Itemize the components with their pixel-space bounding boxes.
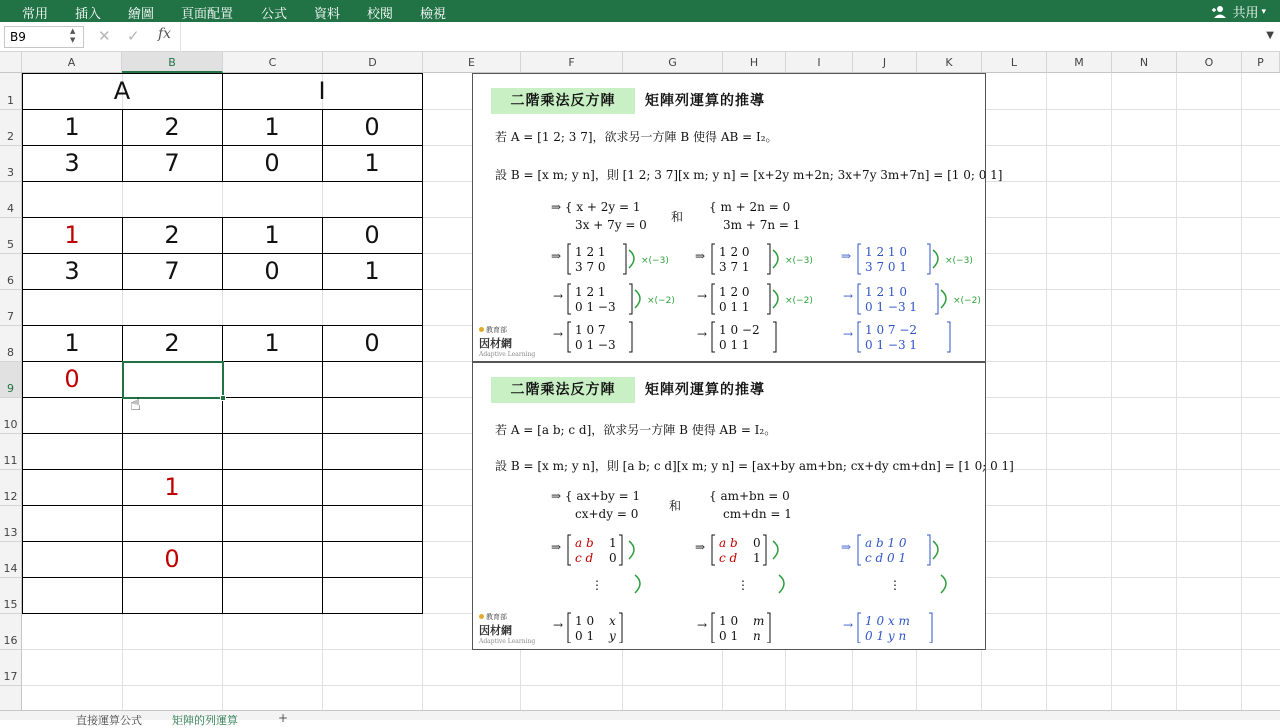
matrix-entries: 0 1 −3	[575, 338, 616, 352]
system-left: ⇒ { x + 2y = 1	[551, 200, 641, 214]
gridline	[1241, 73, 1242, 710]
sys-right-1: m + 2n = 0	[720, 200, 791, 214]
matrix-entries: 0 1 1	[719, 300, 750, 314]
logo-ministry: 教育部	[486, 326, 507, 334]
matrix-entries: 0 1	[719, 629, 739, 643]
flower-icon	[479, 614, 484, 619]
row-header-18[interactable]	[0, 686, 22, 710]
row-op-label: ×(−3)	[945, 256, 973, 266]
sys-right-1: am+bn = 0	[720, 489, 790, 503]
matrix-entries: 1 2 1	[575, 285, 606, 299]
matrix-inverse-card-numeric	[472, 73, 1003, 362]
cell-c1[interactable]: I	[318, 77, 326, 105]
row-header-10[interactable]: 10	[0, 398, 22, 434]
matrix-entries: 1 2 1 0	[865, 245, 907, 259]
row-op-arrow-icon	[933, 250, 938, 268]
arrow-icon: →	[697, 289, 708, 303]
sys-left-1: x + 2y = 1	[576, 200, 641, 214]
matrix-entries: 1	[609, 536, 617, 550]
row-op-label: ×(−2)	[953, 296, 981, 306]
matrix-entries: 1 2 1	[575, 245, 606, 259]
implies-icon: ⇒	[551, 249, 562, 263]
tab-formulas[interactable]: 公式	[261, 7, 288, 22]
matrix-entries: 1 0	[719, 614, 739, 628]
column-header-e[interactable]: E	[423, 52, 521, 73]
implies-icon: ⇒	[841, 249, 852, 263]
column-header-f[interactable]: F	[521, 52, 623, 73]
cell-c2[interactable]: 1	[264, 113, 280, 141]
row-header-14[interactable]: 14	[0, 542, 22, 578]
arrow-icon: →	[553, 327, 564, 341]
matrix-entries: 1 2 0	[719, 285, 750, 299]
sys-left-2: cx+dy = 0	[575, 507, 639, 521]
matrix-entries: 1	[753, 551, 761, 565]
setup-equation: 設 B = [x m; y n]，則 [1 2; 3 7][x m; y n] = [x+2y m+2n; 3x+7y 3m+7n] = [1 0; 0 1]	[495, 168, 1003, 182]
matrix-entries: 0 1 −3	[575, 300, 616, 314]
column-header-g[interactable]: G	[623, 52, 723, 73]
cell-b6[interactable]: 7	[164, 257, 180, 285]
sys-right-2: 3m + 7n = 1	[723, 218, 801, 232]
tab-view[interactable]: 檢視	[420, 7, 447, 22]
row-op-arrow-icon	[773, 290, 778, 308]
row-op-arrow-icon	[635, 575, 640, 593]
row-header-1[interactable]: 1	[0, 73, 22, 110]
matrix-entries: 1 0	[575, 614, 595, 628]
sheet-tab-direct-formula[interactable]: 直接運算公式	[76, 714, 142, 727]
matrix-entries: c d	[719, 551, 738, 565]
row-header-13[interactable]: 13	[0, 506, 22, 542]
row-op-arrow-icon	[629, 250, 634, 268]
sys-and: 和	[671, 210, 684, 224]
matrix-entries: 0 1 −3 1	[865, 338, 918, 352]
matrix-entries: 1 0 7 −2	[865, 323, 918, 337]
row-op-label: ×(−3)	[641, 256, 669, 266]
row-operation-steps	[473, 238, 987, 354]
cell-d8[interactable]: 0	[364, 329, 380, 357]
cancel-icon[interactable]: ✕	[98, 27, 111, 45]
arrow-icon: →	[697, 327, 708, 341]
cell-b8[interactable]: 2	[164, 329, 180, 357]
ribbon-tab-bar	[0, 0, 1280, 22]
row-header-3[interactable]: 3	[0, 146, 22, 182]
add-sheet-button[interactable]: +	[278, 711, 289, 725]
matrix-entries: 1 0 7	[575, 323, 606, 337]
matrix-entries: 1 0 x m	[865, 614, 910, 628]
arrow-icon: →	[553, 618, 564, 632]
tab-insert[interactable]: 插入	[75, 7, 102, 22]
row-header-5[interactable]: 5	[0, 218, 22, 254]
row-op-arrow-icon	[773, 541, 778, 559]
column-header-l[interactable]: L	[982, 52, 1047, 73]
arrow-icon: →	[697, 618, 708, 632]
card-title-tag: 二階乘法反方陣	[491, 377, 635, 403]
matrix-entries: 1 2 1 0	[865, 285, 907, 299]
matrix-entries: y	[609, 629, 616, 643]
row-operation-steps	[473, 529, 987, 643]
row-op-arrow-icon	[629, 541, 634, 559]
matrix-entries: m	[753, 614, 765, 628]
matrix-entries: 0	[609, 551, 617, 565]
tab-draw[interactable]: 繪圖	[128, 7, 155, 22]
matrix-entries: a b	[719, 536, 738, 550]
column-header-k[interactable]: K	[917, 52, 982, 73]
column-header-h[interactable]: H	[723, 52, 786, 73]
column-header-c[interactable]: C	[223, 52, 323, 73]
sys-right-2: cm+dn = 1	[723, 507, 792, 521]
row-header-9[interactable]: 9	[0, 362, 22, 398]
hand-cursor-icon: ☝	[130, 394, 141, 415]
adaptive-learning-logo	[479, 322, 535, 358]
matrix-entries: 0 1 1	[719, 338, 750, 352]
implies-icon: ⇒	[551, 540, 562, 554]
tab-data[interactable]: 資料	[314, 7, 341, 22]
implies-icon: ⇒	[695, 249, 706, 263]
cell-b5[interactable]: 2	[164, 221, 180, 249]
cell-d3[interactable]: 1	[364, 149, 380, 177]
cell-b2[interactable]: 2	[164, 113, 180, 141]
row-op-label: ×(−2)	[785, 296, 813, 306]
matrix-inverse-card-general	[472, 362, 1014, 650]
row-op-label: ×(−2)	[647, 296, 675, 306]
implies-icon: ⇒	[695, 540, 706, 554]
cell-a3[interactable]: 3	[64, 149, 80, 177]
arrow-icon: →	[843, 327, 854, 341]
share-label: 共用	[1232, 6, 1259, 21]
matrix-entries: n	[753, 629, 761, 643]
matrix-entries: 0 1	[575, 629, 595, 643]
cell-a1[interactable]: A	[113, 77, 131, 105]
cell-a8[interactable]: 1	[64, 329, 80, 357]
setup-equation: 設 B = [x m; y n]，則 [a b; c d][x m; y n] = [ax+by am+bn; cx+dy cm+dn] = [1 0; 0 1]	[495, 459, 1014, 473]
matrix-entries: 0 1 −3 1	[865, 300, 918, 314]
column-header-d[interactable]: D	[323, 52, 423, 73]
logo-ministry: 教育部	[486, 613, 507, 621]
row-op-arrow-icon	[941, 290, 946, 308]
tab-home[interactable]: 常用	[22, 7, 49, 22]
system-right: { m + 2n = 0	[709, 200, 791, 214]
row-header-16[interactable]: 16	[0, 614, 22, 650]
card-subtitle: 矩陣列運算的推導	[645, 382, 765, 398]
vdots: ⋮	[737, 578, 749, 592]
cell-a9[interactable]: 0	[64, 365, 80, 393]
row-header-2[interactable]: 2	[0, 110, 22, 146]
system-right: { am+bn = 0	[709, 489, 790, 503]
row-op-arrow-icon	[941, 575, 946, 593]
row-header-11[interactable]: 11	[0, 434, 22, 470]
row-header-17[interactable]: 17	[0, 650, 22, 686]
arrow-icon: →	[553, 289, 564, 303]
row-header-6[interactable]: 6	[0, 254, 22, 290]
cell-d2[interactable]: 0	[364, 113, 380, 141]
matrix-entries: 3 7 1	[719, 260, 750, 274]
sheet-tab-row-operations[interactable]: 矩陣的列運算	[172, 714, 238, 727]
row-op-arrow-icon	[773, 250, 778, 268]
sys-left-2: 3x + 7y = 0	[575, 218, 647, 232]
column-header-b[interactable]: B	[122, 52, 223, 73]
gridline	[1176, 73, 1177, 710]
row-header-7[interactable]: 7	[0, 290, 22, 326]
implies-icon: ⇒	[841, 540, 852, 554]
matrix-entries: 1 0 −2	[719, 323, 760, 337]
tab-review[interactable]: 校閱	[367, 7, 394, 22]
expand-formula-icon[interactable]: ▼	[1266, 30, 1274, 41]
chevron-down-icon: ▾	[1261, 6, 1266, 17]
cell-border	[422, 73, 423, 613]
logo-tagline: Adaptive Learning	[479, 351, 536, 358]
matrix-entries: x	[609, 614, 616, 628]
logo-tagline: Adaptive Learning	[479, 638, 536, 645]
problem-statement: 若 A = [a b; c d]，欲求另一方陣 B 使得 AB = I₂。	[495, 423, 777, 437]
cell-c5[interactable]: 1	[264, 221, 280, 249]
row-op-arrow-icon	[635, 290, 640, 308]
sys-left-1: ax+by = 1	[576, 489, 641, 503]
cell-c6[interactable]: 0	[264, 257, 280, 285]
column-header-m[interactable]: M	[1047, 52, 1112, 73]
share-button[interactable]	[1211, 2, 1266, 21]
sys-and: 和	[669, 499, 682, 513]
select-all-corner[interactable]	[0, 52, 22, 73]
flower-icon	[479, 327, 484, 332]
add-person-icon	[1211, 5, 1229, 19]
logo-name: 因材網	[479, 337, 512, 350]
row-op-label: ×(−3)	[785, 256, 813, 266]
column-header-n[interactable]: N	[1112, 52, 1177, 73]
check-icon[interactable]: ✓	[127, 27, 140, 45]
cell-border	[22, 289, 423, 290]
matrix-entries: c d	[575, 551, 594, 565]
cell-b3[interactable]: 7	[164, 149, 180, 177]
matrix-entries: a b 1 0	[865, 536, 907, 550]
fx-icon[interactable]: fx	[158, 26, 172, 42]
matrix-entries: c d 0 1	[865, 551, 907, 565]
cell-b12[interactable]: 1	[164, 473, 180, 501]
card-title-tag: 二階乘法反方陣	[491, 88, 635, 114]
matrix-entries: a b	[575, 536, 594, 550]
fill-handle[interactable]	[220, 395, 226, 401]
arrow-icon: →	[843, 618, 854, 632]
cell-d5[interactable]: 0	[364, 221, 380, 249]
cell-d6[interactable]: 1	[364, 257, 380, 285]
sheet-tab-bar	[0, 710, 1280, 727]
column-header-j[interactable]: J	[853, 52, 917, 73]
vdots: ⋮	[889, 578, 901, 592]
logo-name: 因材網	[479, 624, 512, 637]
matrix-entries: 3 7 0 1	[865, 260, 907, 274]
cell-c3[interactable]: 0	[264, 149, 280, 177]
cell-border	[322, 325, 323, 613]
column-header-a[interactable]: A	[22, 52, 122, 73]
cell-c8[interactable]: 1	[264, 329, 280, 357]
row-op-arrow-icon	[933, 541, 938, 559]
matrix-entries: 0	[753, 536, 761, 550]
cell-a5[interactable]: 1	[64, 221, 80, 249]
cell-a6[interactable]: 3	[64, 257, 80, 285]
system-left: ⇒ { ax+by = 1	[551, 489, 641, 503]
column-header-o[interactable]: O	[1177, 52, 1242, 73]
cell-b14[interactable]: 0	[164, 545, 180, 573]
matrix-entries: 1 2 0	[719, 245, 750, 259]
matrix-entries: 3 7 0	[575, 260, 606, 274]
gridline	[1046, 73, 1047, 710]
cell-border	[22, 613, 423, 614]
stepper-arrows-icon[interactable]: ▲ ▼	[70, 27, 76, 44]
matrix-entries: 0 1 y n	[865, 629, 907, 643]
vdots: ⋮	[591, 578, 603, 592]
gridline	[22, 685, 1280, 686]
cell-a2[interactable]: 1	[64, 113, 80, 141]
arrow-icon: →	[843, 289, 854, 303]
name-box[interactable]: B9	[4, 26, 84, 48]
formula-bar	[0, 22, 1280, 52]
row-header-4[interactable]: 4	[0, 182, 22, 218]
card-subtitle: 矩陣列運算的推導	[645, 93, 765, 109]
row-header-15[interactable]: 15	[0, 578, 22, 614]
tab-page-layout[interactable]: 頁面配置	[181, 7, 234, 22]
problem-statement: 若 A = [1 2; 3 7]，欲求另一方陣 B 使得 AB = I₂。	[495, 130, 778, 144]
gridline	[1111, 73, 1112, 710]
column-header-i[interactable]: I	[786, 52, 853, 73]
row-header-8[interactable]: 8	[0, 326, 22, 362]
column-header-p[interactable]: P	[1242, 52, 1280, 73]
row-header-12[interactable]: 12	[0, 470, 22, 506]
row-op-arrow-icon	[779, 575, 784, 593]
adaptive-learning-logo	[479, 609, 535, 645]
divider	[180, 22, 181, 52]
cell-border	[22, 181, 423, 182]
